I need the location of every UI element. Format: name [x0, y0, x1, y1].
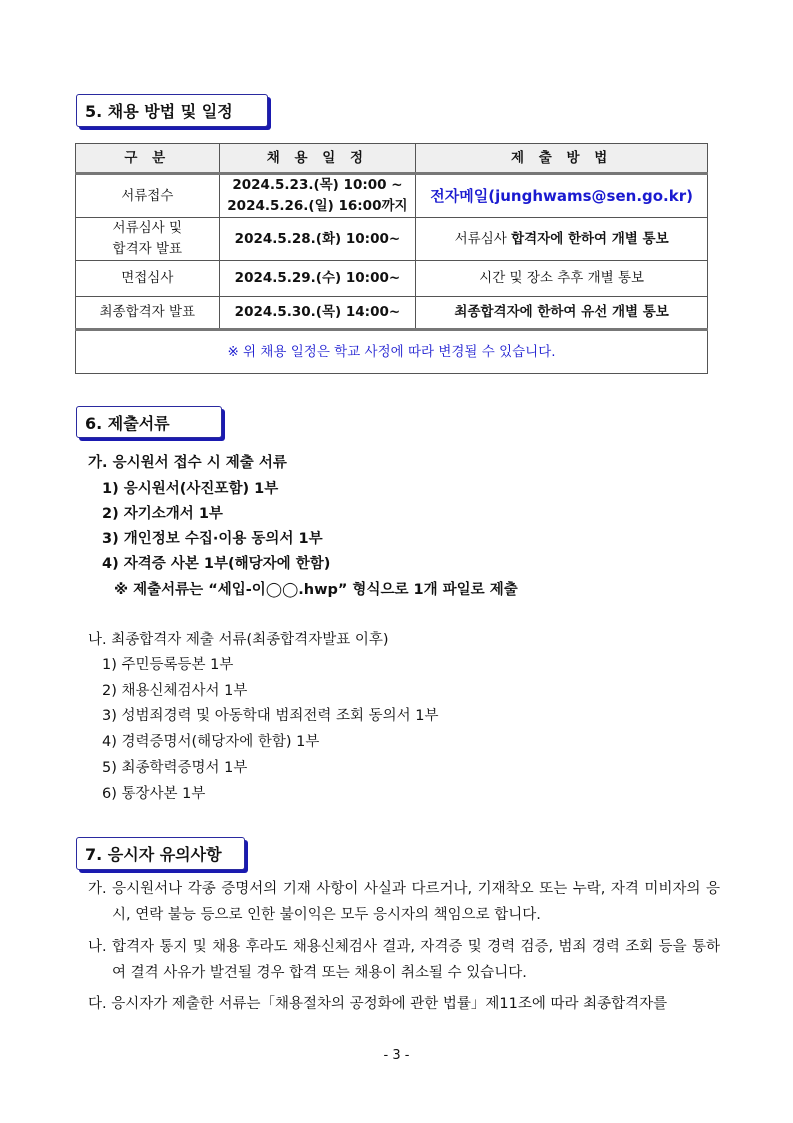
list-item: 2) 채용신체검사서 1부	[102, 683, 248, 699]
schedule-note: ※ 위 채용 일정은 학교 사정에 따라 변경될 수 있습니다.	[76, 330, 708, 374]
list-item: 5) 최종학력증명서 1부	[102, 760, 248, 776]
table-header-row	[76, 144, 708, 174]
notice-text: 가. 응시원서나 각종 증명서의 기재 사항이 사실과 다르거나, 기재착오 또는 누락, 자격 미비자의 응시, 연락 불능 등으로 인한 불이익은 모두 응시자의 책임으로 합니다.	[88, 881, 720, 923]
section-title: 7. 응시자 유의사항	[85, 845, 222, 864]
table-row	[76, 261, 708, 297]
method-cell: 시간 및 장소 추후 개별 통보	[416, 261, 708, 297]
list-item: 4) 자격증 사본 1부(해당자에 한함)	[102, 556, 331, 572]
header-category: 구 분	[76, 144, 220, 174]
notice-paragraph	[88, 991, 720, 1017]
header-schedule: 채 용 일 정	[219, 144, 416, 174]
header-method: 제 출 방 법	[416, 144, 708, 174]
page-number: - 3 -	[383, 1048, 410, 1063]
list-item: 1) 주민등록등본 1부	[102, 657, 234, 673]
table-row	[76, 297, 708, 330]
list-item: 3) 개인정보 수집·이용 동의서 1부	[102, 531, 323, 547]
section-title: 6. 제출서류	[85, 413, 170, 433]
method-text: 서류심사	[454, 230, 512, 247]
schedule-cell: 2024.5.28.(화) 10:00~	[219, 218, 416, 261]
submission-note: ※ 제출서류는 “세입-이◯◯.hwp” 형식으로 1개 파일로 제출	[114, 582, 518, 598]
schedule-line: 2024.5.26.(일) 16:00까지	[227, 198, 408, 214]
category-line: 서류심사 및	[112, 220, 183, 236]
schedule-cell: 2024.5.30.(목) 14:00~	[219, 297, 416, 330]
table-note-row	[76, 330, 708, 374]
category-cell: 면접심사	[76, 261, 220, 297]
method-cell	[416, 218, 708, 261]
section-6-heading	[76, 406, 222, 438]
method-text-bold: 합격자에 한하여 개별 통보	[511, 230, 669, 247]
table-row	[76, 174, 708, 218]
table-row	[76, 218, 708, 261]
schedule-line: 2024.5.23.(목) 10:00 ~	[232, 177, 403, 193]
email-method-cell: 전자메일(junghwams@sen.go.kr)	[416, 174, 708, 218]
category-cell	[76, 218, 220, 261]
schedule-cell	[219, 174, 416, 218]
list-item: 2) 자기소개서 1부	[102, 506, 223, 522]
category-cell: 최종합격자 발표	[76, 297, 220, 330]
schedule-table	[75, 143, 708, 374]
category-line: 합격자 발표	[112, 241, 183, 257]
list-item: 3) 성범죄경력 및 아동학대 범죄전력 조회 동의서 1부	[102, 708, 439, 724]
subsection-heading: 나. 최종합격자 제출 서류(최종합격자발표 이후)	[88, 632, 389, 648]
section-7-heading	[76, 837, 245, 870]
subsection-heading: 가. 응시원서 접수 시 제출 서류	[88, 455, 287, 471]
notice-text: 나. 합격자 통지 및 채용 후라도 채용신체검사 결과, 자격증 및 경력 검증, 범죄 경력 조회 등을 통하여 결격 사유가 발견될 경우 합격 또는 채용이 취소될 수 있습니다.	[88, 939, 720, 981]
category-cell: 서류접수	[76, 174, 220, 218]
notice-paragraph	[88, 876, 720, 928]
method-cell: 최종합격자에 한하여 유선 개별 통보	[416, 297, 708, 330]
list-item: 6) 통장사본 1부	[102, 786, 206, 802]
section-5-heading	[76, 94, 268, 127]
list-item: 1) 응시원서(사진포함) 1부	[102, 481, 279, 497]
section-title: 5. 채용 방법 및 일정	[85, 102, 233, 121]
list-item: 4) 경력증명서(해당자에 한함) 1부	[102, 734, 320, 750]
schedule-cell: 2024.5.29.(수) 10:00~	[219, 261, 416, 297]
notice-text: 다. 응시자가 제출한 서류는「채용절차의 공정화에 관한 법률」제11조에 따라 최종합격자를	[88, 996, 668, 1012]
notice-paragraph	[88, 934, 720, 986]
